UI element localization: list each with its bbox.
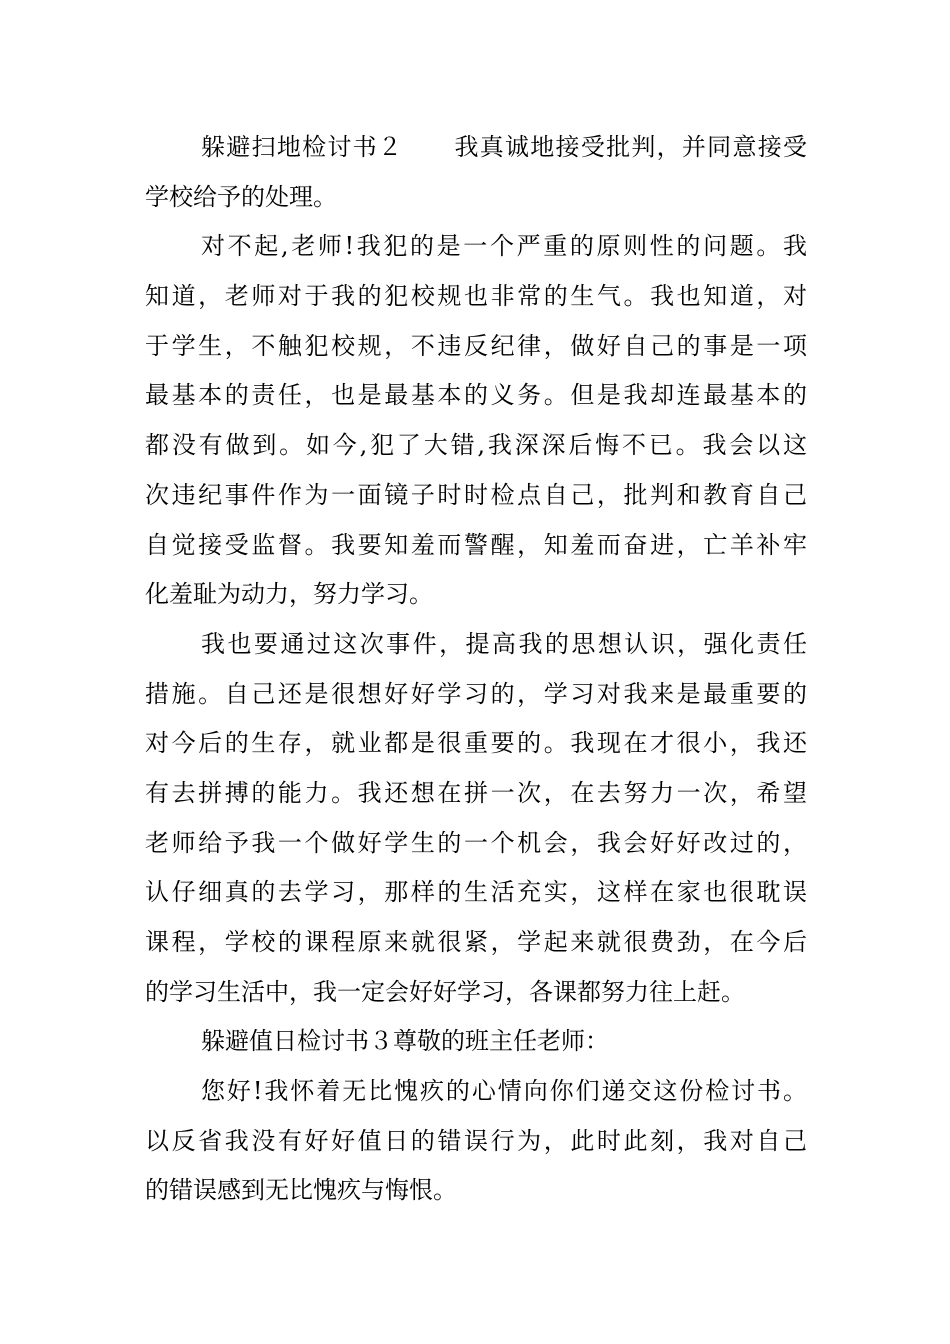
text-line-18: 的学习生活中，我一定会好好学习，各课都努力往上赶。 xyxy=(145,977,745,1006)
text-line-11: 我也要通过这次事件，提高我的思想认识，强化责任 xyxy=(201,629,807,658)
text-line-16: 认仔细真的去学习，那样的生活充实，这样在家也很耽误 xyxy=(145,878,807,907)
text-line-1 xyxy=(145,123,807,173)
text-line-8: 次违纪事件作为一面镜子时时检点自己，批判和教育自己 xyxy=(145,480,807,509)
text-line-7: 都没有做到。如今,犯了大错,我深深后悔不已。我会以这 xyxy=(145,431,807,460)
text-line-12: 措施。自己还是很想好好学习的，学习对我来是最重要的 xyxy=(145,679,807,708)
section-heading-2: 躲避扫地检讨书２ xyxy=(201,133,404,161)
text-line-13: 对今后的生存，就业都是很重要的。我现在才很小，我还 xyxy=(145,729,807,758)
text-line-20: 您好!我怀着无比愧疚的心情向你们递交这份检讨书。 xyxy=(201,1077,807,1106)
text-line-21: 以反省我没有好好值日的错误行为，此时此刻，我对自己 xyxy=(145,1126,807,1155)
text-line-2: 学校给予的处理。 xyxy=(145,182,337,211)
text-line-14: 有去拼搏的能力。我还想在拼一次，在去努力一次，希望 xyxy=(145,778,807,807)
text-line-5: 于学生，不触犯校规，不违反纪律，做好自己的事是一项 xyxy=(145,331,807,360)
text-line-6: 最基本的责任，也是最基本的义务。但是我却连最基本的 xyxy=(145,381,807,410)
text-line-15: 老师给予我一个做好学生的一个机会，我会好好改过的， xyxy=(145,828,807,857)
text-line-22: 的错误感到无比愧疚与悔恨。 xyxy=(145,1176,457,1205)
document-body xyxy=(145,123,807,1216)
text-line-9: 自觉接受监督。我要知羞而警醒，知羞而奋进，亡羊补牢 xyxy=(145,530,807,559)
text-line-10: 化羞耻为动力，努力学习。 xyxy=(145,580,433,609)
text-line-1-rest: 我真诚地接受批判，并同意接受 xyxy=(453,133,807,161)
text-line-17: 课程，学校的课程原来就很紧，学起来就很费劲，在今后 xyxy=(145,928,807,956)
section-heading-3: 躲避值日检讨书３尊敬的班主任老师： xyxy=(201,1027,609,1056)
text-line-3: 对不起,老师!我犯的是一个严重的原则性的问题。我 xyxy=(201,232,807,261)
text-line-4: 知道，老师对于我的犯校规也非常的生气。我也知道，对 xyxy=(145,282,807,311)
